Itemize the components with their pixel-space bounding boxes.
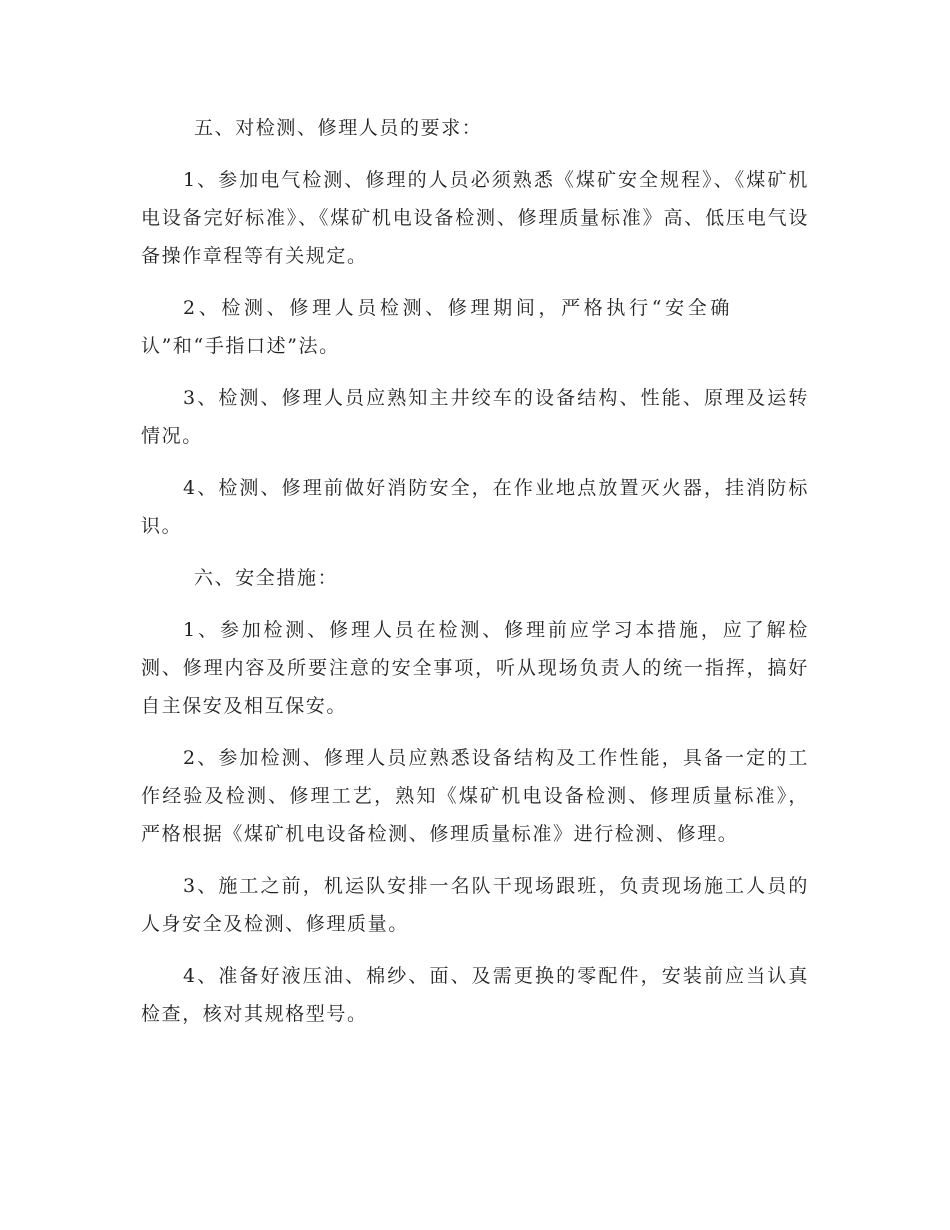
section-5-item-4: 4、检测、修理前做好消防安全，在作业地点放置灭火器，挂消防标识。 bbox=[141, 477, 809, 537]
section-6-item-1: 1、参加检测、修理人员在检测、修理前应学习本措施，应了解检测、修理内容及所要注意的安全事项，听从现场负责人的统一指挥，搞好自主保安及相互保安。 bbox=[141, 619, 809, 717]
section-6-item-3: 3、施工之前，机运队安排一名队干现场跟班，负责现场施工人员的人身安全及检测、修理质量。 bbox=[141, 875, 809, 935]
section-6-heading: 六、安全措施： bbox=[194, 567, 339, 589]
section-5-item-3: 3、检测、修理人员应熟知主井绞车的设备结构、性能、原理及运转情况。 bbox=[141, 387, 809, 447]
section-5-item-1: 1、参加电气检测、修理的人员必须熟悉《煤矿安全规程》、《煤矿机电设备完好标准》、《煤矿机电设备检测、修理质量标准》高、低压电气设备操作章程等有关规定。 bbox=[141, 169, 809, 267]
section-6-item-2: 2、参加检测、修理人员应熟悉设备结构及工作性能，具备一定的工作经验及检测、修理工艺，熟知《煤矿机电设备检测、修理质量标准》，严格根据《煤矿机电设备检测、修理质量标准》进行检测、修理。 bbox=[141, 747, 809, 845]
section-5-item-2: 2、检测、修理人员检测、修理期间，严格执行“安全确认”和“手指口述”法。 bbox=[141, 297, 731, 357]
section-5-heading: 五、对检测、修理人员的要求： bbox=[194, 117, 483, 139]
section-6-item-4: 4、准备好液压油、棉纱、面、及需更换的零配件，安装前应当认真检查，核对其规格型号。 bbox=[141, 965, 809, 1025]
document-body bbox=[141, 109, 809, 1047]
